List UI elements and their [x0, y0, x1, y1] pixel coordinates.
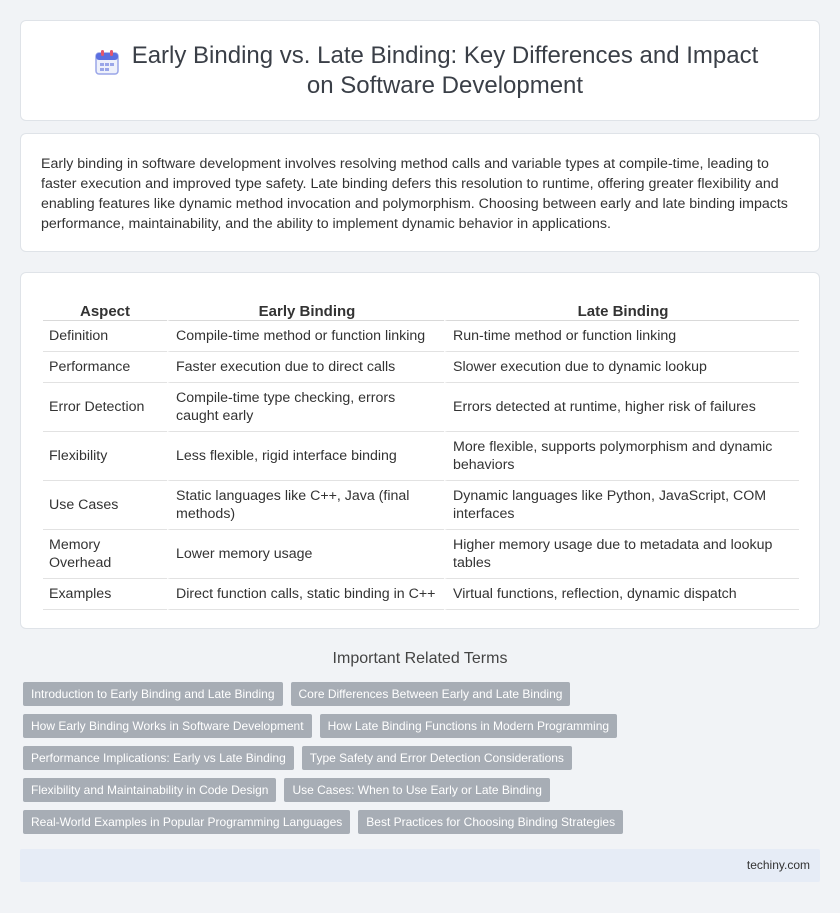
table-cell-aspect: Use Cases: [43, 481, 167, 530]
page-title: Early Binding vs. Late Binding: Key Differences and Impact on Software Development: [131, 41, 759, 99]
footer: [20, 849, 820, 882]
table-row: [43, 352, 799, 383]
related-term-tag[interactable]: How Early Binding Works in Software Development: [23, 714, 312, 738]
table-row: [43, 530, 799, 579]
table-cell-aspect: Error Detection: [43, 383, 167, 432]
related-term-tag[interactable]: Performance Implications: Early vs Late Binding: [23, 746, 294, 770]
table-row: [43, 321, 799, 352]
title-card: [20, 20, 820, 121]
table-cell-late: Slower execution due to dynamic lookup: [444, 352, 799, 383]
related-term-tag[interactable]: Introduction to Early Binding and Late Binding: [23, 682, 283, 706]
site-name[interactable]: techiny.com: [746, 858, 810, 872]
table-row: [43, 432, 799, 481]
table-cell-late: More flexible, supports polymorphism and dynamic behaviors: [444, 432, 799, 481]
table-header-row: [43, 293, 799, 321]
table-cell-early: Static languages like C++, Java (final methods): [167, 481, 444, 530]
table-row: [43, 383, 799, 432]
table-cell-aspect: Performance: [43, 352, 167, 383]
column-header-late-binding: Late Binding: [444, 293, 799, 321]
column-header-early-binding: Early Binding: [167, 293, 444, 321]
related-term-tag[interactable]: Core Differences Between Early and Late Binding: [291, 682, 571, 706]
table-cell-early: Lower memory usage: [167, 530, 444, 579]
table-cell-early: Compile-time type checking, errors caught early: [167, 383, 444, 432]
table-cell-late: Run-time method or function linking: [444, 321, 799, 352]
intro-paragraph: Early binding in software development involves resolving method calls and variable types at compile-time, leading to faster execution and improved type safety. Late binding defers this resolution to runtime, offering greater flexibility and enabling features like dynamic method invocation and polymorphism. Choosing between early and late binding impacts performance, maintainability, and the ability to implement dynamic behavior in applications.: [41, 156, 788, 232]
table-cell-aspect: Definition: [43, 321, 167, 352]
table-row: [43, 481, 799, 530]
table-cell-early: Direct function calls, static binding in C++: [167, 579, 444, 610]
table-cell-aspect: Flexibility: [43, 432, 167, 481]
comparison-card: [20, 272, 820, 629]
related-term-tag[interactable]: Best Practices for Choosing Binding Strategies: [358, 810, 623, 834]
table-cell-early: Faster execution due to direct calls: [167, 352, 444, 383]
comparison-table: [43, 293, 799, 610]
table-row: [43, 579, 799, 610]
table-cell-early: Compile-time method or function linking: [167, 321, 444, 352]
table-cell-early: Less flexible, rigid interface binding: [167, 432, 444, 481]
table-cell-aspect: Memory Overhead: [43, 530, 167, 579]
table-cell-late: Higher memory usage due to metadata and lookup tables: [444, 530, 799, 579]
related-term-tag[interactable]: Type Safety and Error Detection Considerations: [302, 746, 572, 770]
intro-card: [20, 133, 820, 252]
table-cell-late: Errors detected at runtime, higher risk of failures: [444, 383, 799, 432]
table-cell-late: Dynamic languages like Python, JavaScript, COM interfaces: [444, 481, 799, 530]
related-term-tag[interactable]: Real-World Examples in Popular Programming Languages: [23, 810, 350, 834]
table-cell-aspect: Examples: [43, 579, 167, 610]
related-term-tag[interactable]: How Late Binding Functions in Modern Programming: [320, 714, 617, 738]
table-cell-late: Virtual functions, reflection, dynamic dispatch: [444, 579, 799, 610]
related-terms-list: [23, 682, 823, 842]
related-term-tag[interactable]: Flexibility and Maintainability in Code Design: [23, 778, 276, 802]
related-terms-heading: Important Related Terms: [332, 650, 508, 667]
related-term-tag[interactable]: Use Cases: When to Use Early or Late Binding: [284, 778, 549, 802]
column-header-aspect: Aspect: [43, 293, 167, 321]
